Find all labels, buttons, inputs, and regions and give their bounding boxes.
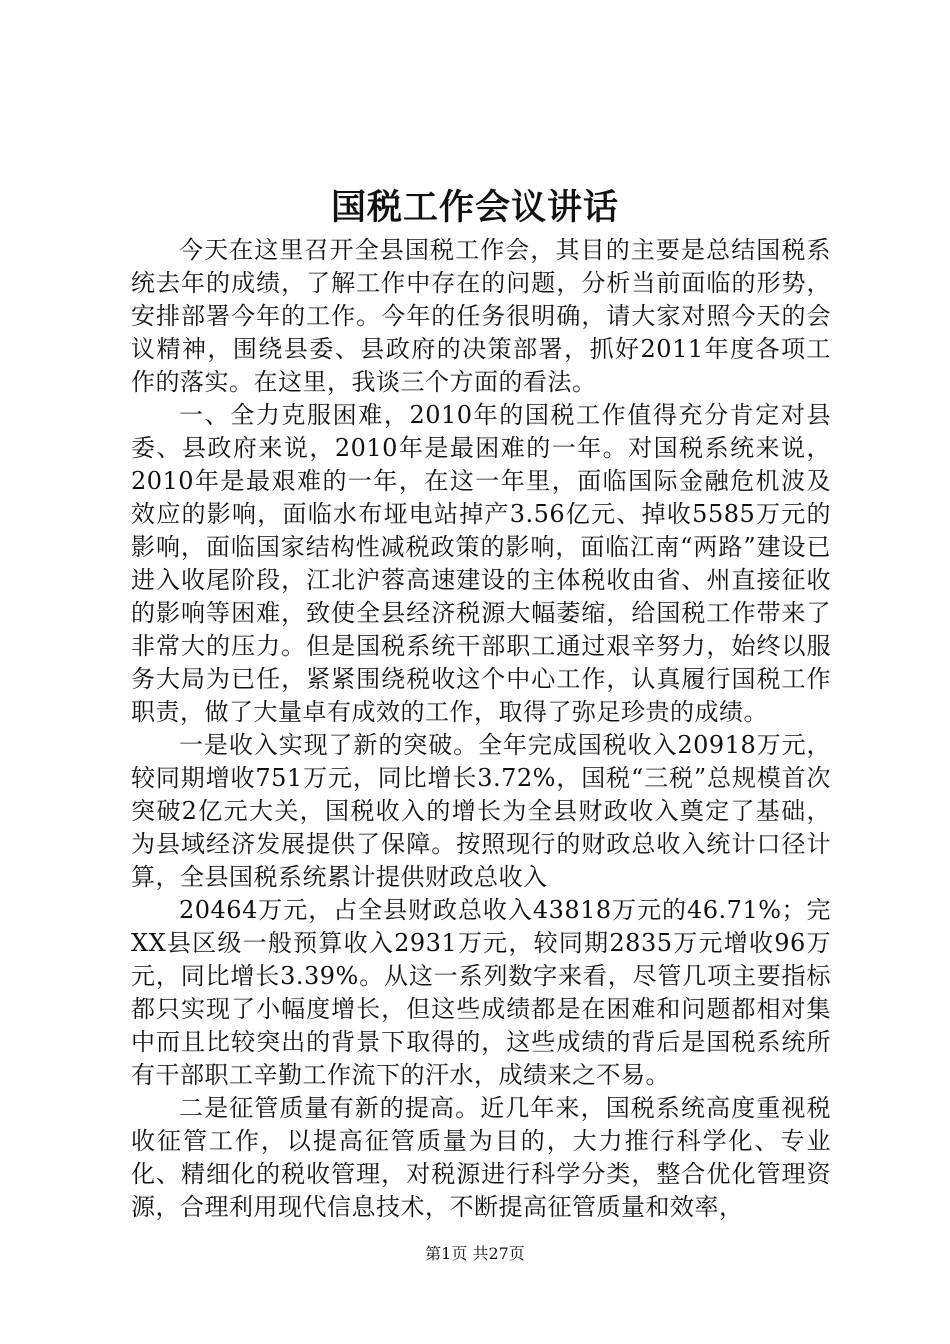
- document-body: [131, 234, 831, 1224]
- paragraph-intro: 今天在这里召开全县国税工作会，其目的主要是总结国税系统去年的成绩，了解工作中存在的问题，分析当前面临的形势，安排部署今年的工作。今年的任务很明确，请大家对照今天的会议精神，围绕县委、县政府的决策部署，抓好2011年度各项工作的落实。在这里，我谈三个方面的看法。: [131, 236, 831, 396]
- paragraph-collection-quality: 二是征管质量有新的提高。近几年来，国税系统高度重视税收征管工作，以提高征管质量为目的，大力推行科学化、专业化、精细化的税收管理，对税源进行科学分类，整合优化管理资源，合理利用现代信息技术，不断提高征管质量和效率，: [131, 1094, 831, 1221]
- paragraph-revenue-share: 20464万元，占全县财政总收入43818万元的46.71%；完XX县区级一般预算收入2931万元，较同期2835万元增收96万元，同比增长3.39%。从这一系列数字来看，尽管几项主要指标都只实现了小幅度增长，但这些成绩都是在困难和问题都相对集中而且比较突出的背景下取得的，这些成绩的背后是国税系统所有干部职工辛勤工作流下的汗水，成绩来之不易。: [131, 896, 831, 1089]
- document-title: 国税工作会议讲话: [330, 187, 619, 228]
- paragraph-revenue-breakthrough: 一是收入实现了新的突破。全年完成国税收入20918万元，较同期增收751万元，同比增长3.72%，国税“三税”总规模首次突破2亿元大关，国税收入的增长为全县财政收入奠定了基础，为县域经济发展提供了保障。按照现行的财政总收入统计口径计算，全县国税系统累计提供财政总收入: [131, 731, 831, 891]
- paragraph-section-one: 一、全力克服困难，2010年的国税工作值得充分肯定对县委、县政府来说，2010年是最困难的一年。对国税系统来说，2010年是最艰难的一年，在这一年里，面临国际金融危机波及效应的影响，面临水布垭电站掉产3.56亿元、掉收5585万元的影响，面临国家结构性减税政策的影响，面临江南“两路”建设已进入收尾阶段，江北沪蓉高速建设的主体税收由省、州直接征收的影响等困难，致使全县经济税源大幅萎缩，给国税工作带来了非常大的压力。但是国税系统干部职工通过艰辛努力，始终以服务大局为已任，紧紧围绕税收这个中心工作，认真履行国税工作职责，做了大量卓有成效的工作，取得了弥足珍贵的成绩。: [131, 401, 831, 726]
- page-number-footer: 第1页 共27页: [425, 1244, 525, 1263]
